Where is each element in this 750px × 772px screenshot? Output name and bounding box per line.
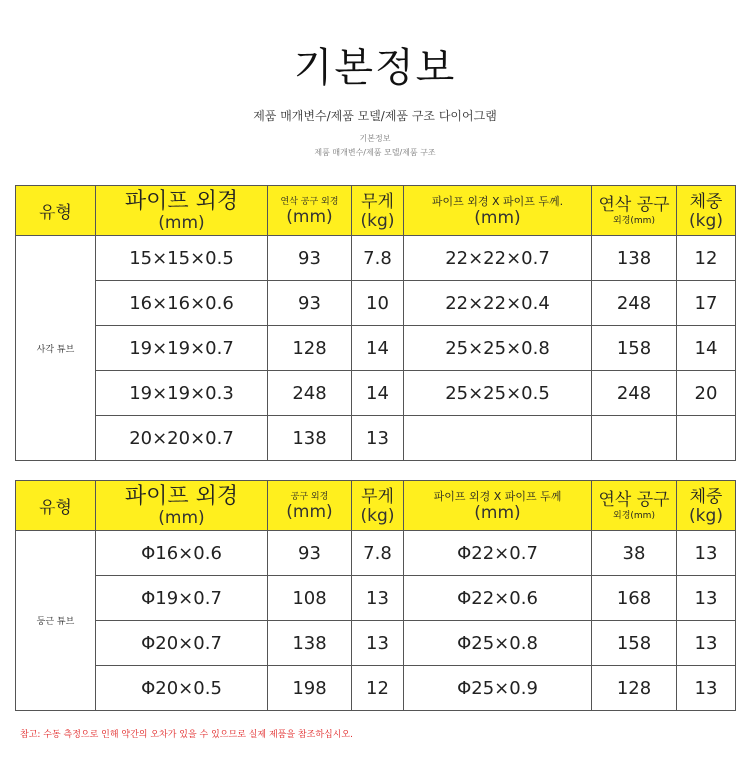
header-grinding-tool: 연삭 공구 외경(mm) (592, 481, 677, 531)
cell-size: 22×22×0.7 (404, 236, 592, 281)
cell-tool: 158 (592, 621, 677, 666)
cell-size: 16×16×0.6 (96, 281, 268, 326)
cell-size: Φ19×0.7 (96, 576, 268, 621)
cell-tool: 248 (592, 371, 677, 416)
cell-tool: 248 (592, 281, 677, 326)
cell-tool: 248 (268, 371, 352, 416)
cell-tool: 158 (592, 326, 677, 371)
header-weight: 무게 (kg) (352, 186, 404, 236)
cell-tool: 93 (268, 531, 352, 576)
header-type: 유형 (16, 186, 96, 236)
cell-size: 19×19×0.7 (96, 326, 268, 371)
header-tool-diameter: 공구 외경 (mm) (268, 481, 352, 531)
cell-weight: 13 (352, 416, 404, 461)
table-row (16, 531, 736, 576)
cell-weight: 7.8 (352, 531, 404, 576)
cell-weight: 13 (677, 576, 736, 621)
cell-tool: 138 (268, 416, 352, 461)
cell-weight: 7.8 (352, 236, 404, 281)
cell-size: Φ22×0.7 (404, 531, 592, 576)
cell-weight: 17 (677, 281, 736, 326)
cell-weight: 13 (677, 666, 736, 711)
cell-size: Φ25×0.9 (404, 666, 592, 711)
cell-weight: 12 (352, 666, 404, 711)
cell-weight: 14 (352, 326, 404, 371)
cell-tool: 168 (592, 576, 677, 621)
cell-weight: 10 (352, 281, 404, 326)
cell-tool: 128 (592, 666, 677, 711)
header-tool-diameter: 연삭 공구 외경 (mm) (268, 186, 352, 236)
header-outer-diameter: 파이프 외경 (mm) (96, 481, 268, 531)
page-title: 기본정보 (293, 45, 457, 91)
cell-size: 25×25×0.8 (404, 326, 592, 371)
header-outer-x-thickness: 파이프 외경 X 파이프 두께 (mm) (404, 481, 592, 531)
cell-tool (592, 416, 677, 461)
cell-size: 20×20×0.7 (96, 416, 268, 461)
header-body-weight: 체중 (kg) (677, 186, 736, 236)
cell-size: Φ25×0.8 (404, 621, 592, 666)
cell-weight: 14 (677, 326, 736, 371)
cell-weight: 14 (352, 371, 404, 416)
table-row (16, 371, 736, 416)
cell-weight: 13 (352, 621, 404, 666)
header-body-weight: 체중 (kg) (677, 481, 736, 531)
cell-tool: 138 (592, 236, 677, 281)
faded-title: 기본정보 (359, 134, 391, 143)
table-row (16, 666, 736, 711)
table-row (16, 416, 736, 461)
header-outer-diameter: 파이프 외경 (mm) (96, 186, 268, 236)
cell-weight (677, 416, 736, 461)
table-row (16, 326, 736, 371)
cell-size: Φ22×0.6 (404, 576, 592, 621)
table-header-row (16, 481, 736, 531)
table-row (16, 236, 736, 281)
page-subtitle: 제품 매개변수/제품 모델/제품 구조 다이어그램 (253, 109, 497, 123)
table-header-row (16, 186, 736, 236)
cell-size: Φ20×0.5 (96, 666, 268, 711)
table-row (16, 621, 736, 666)
square-tube-spec-table (15, 185, 736, 461)
cell-size: 19×19×0.3 (96, 371, 268, 416)
header-outer-x-thickness: 파이프 외경 X 파이프 두께. (mm) (404, 186, 592, 236)
cell-size (404, 416, 592, 461)
cell-size: Φ20×0.7 (96, 621, 268, 666)
disclaimer-note: 참고: 수동 측정으로 인해 약간의 오차가 있을 수 있으므로 실제 제품을 참조하십시오. (20, 730, 353, 740)
cell-tool: 38 (592, 531, 677, 576)
header-type: 유형 (16, 481, 96, 531)
type-label: 둥근 튜브 (16, 531, 96, 711)
cell-weight: 13 (352, 576, 404, 621)
cell-weight: 20 (677, 371, 736, 416)
header-weight: 무게 (kg) (352, 481, 404, 531)
cell-size: 25×25×0.5 (404, 371, 592, 416)
cell-weight: 12 (677, 236, 736, 281)
header-grinding-tool: 연삭 공구 외경(mm) (592, 186, 677, 236)
cell-tool: 93 (268, 281, 352, 326)
faded-subtitle: 제품 매개변수/제품 모델/제품 구조 (314, 148, 436, 157)
cell-size: 15×15×0.5 (96, 236, 268, 281)
cell-weight: 13 (677, 531, 736, 576)
table-row (16, 576, 736, 621)
table-row (16, 281, 736, 326)
cell-tool: 198 (268, 666, 352, 711)
cell-tool: 138 (268, 621, 352, 666)
cell-size: 22×22×0.4 (404, 281, 592, 326)
cell-tool: 93 (268, 236, 352, 281)
cell-tool: 128 (268, 326, 352, 371)
cell-weight: 13 (677, 621, 736, 666)
type-label: 사각 튜브 (16, 236, 96, 461)
cell-tool: 108 (268, 576, 352, 621)
round-tube-spec-table (15, 480, 736, 711)
cell-size: Φ16×0.6 (96, 531, 268, 576)
